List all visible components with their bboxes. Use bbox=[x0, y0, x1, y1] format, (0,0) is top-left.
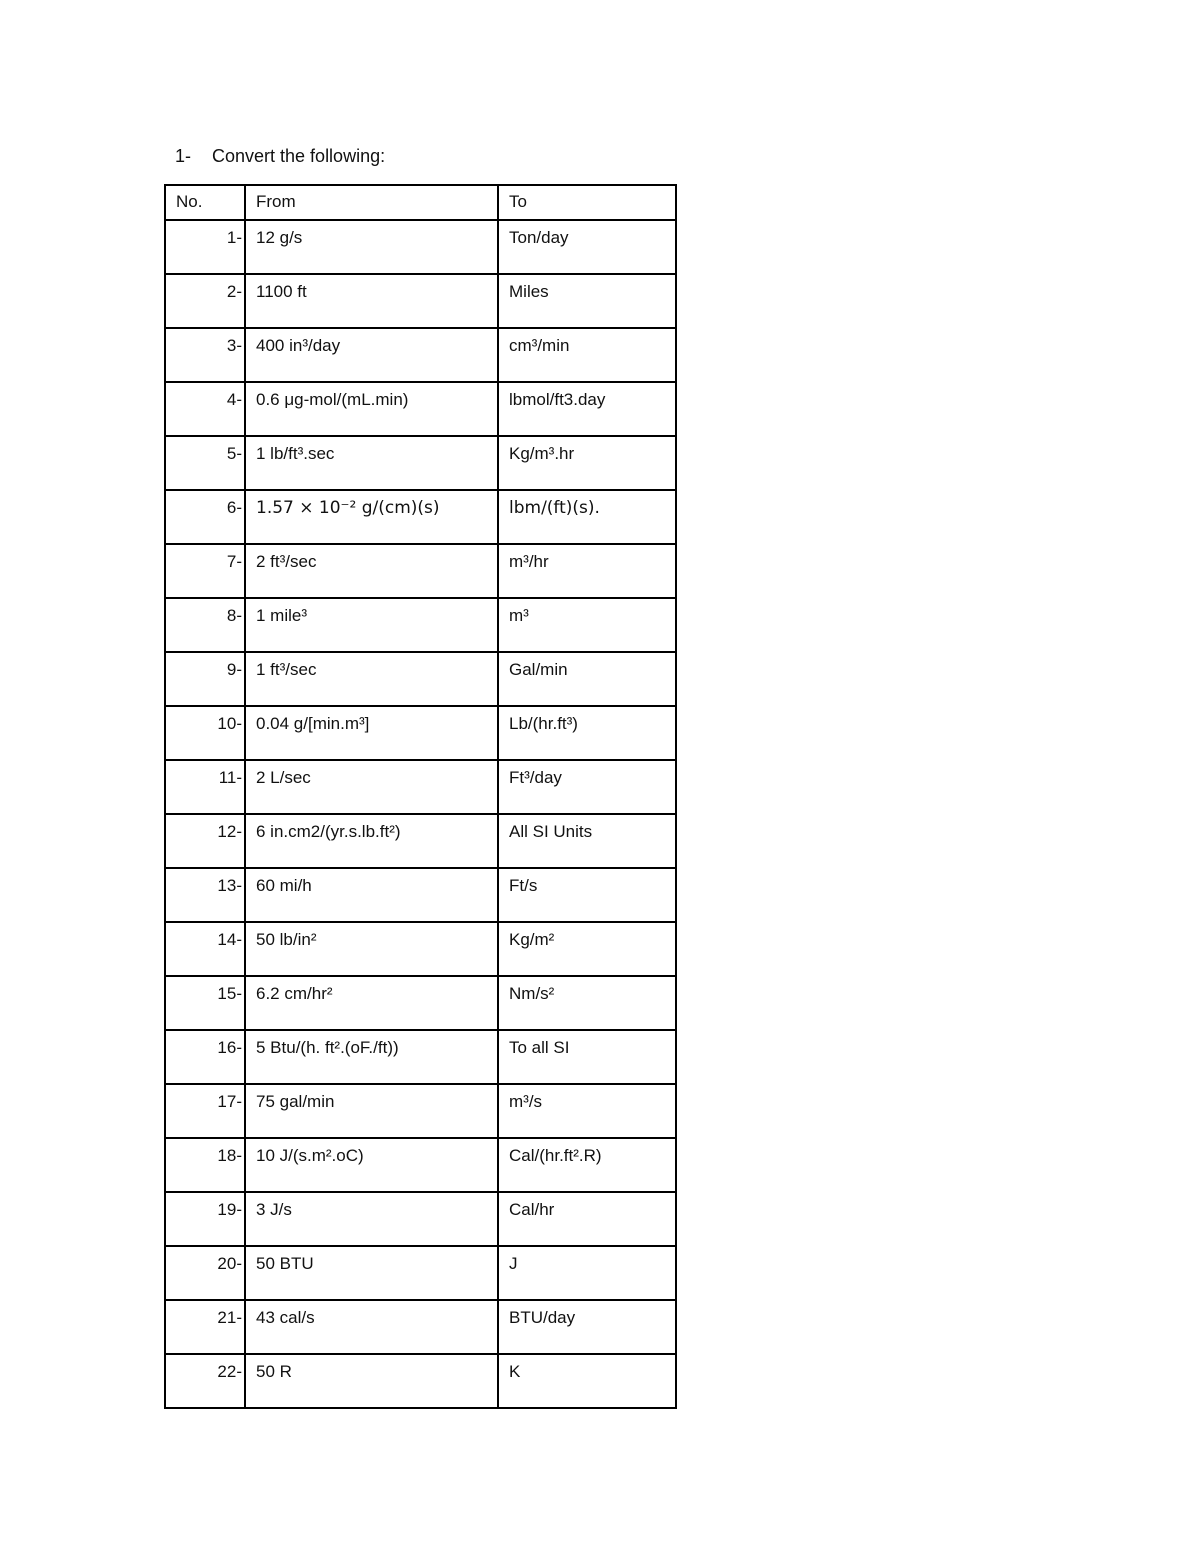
cell-from: 75 gal/min bbox=[245, 1084, 498, 1138]
cell-from: 1 ft³/sec bbox=[245, 652, 498, 706]
cell-to: Ton/day bbox=[498, 220, 676, 274]
cell-to: Miles bbox=[498, 274, 676, 328]
cell-no: 1- bbox=[165, 220, 245, 274]
cell-from: 2 L/sec bbox=[245, 760, 498, 814]
table-row bbox=[165, 220, 676, 274]
cell-no: 15- bbox=[165, 976, 245, 1030]
cell-from: 0.04 g/[min.m³] bbox=[245, 706, 498, 760]
cell-from: 50 R bbox=[245, 1354, 498, 1408]
cell-from: 3 J/s bbox=[245, 1192, 498, 1246]
cell-from: 5 Btu/(h. ft².(oF./ft)) bbox=[245, 1030, 498, 1084]
table-row bbox=[165, 1354, 676, 1408]
cell-no: 20- bbox=[165, 1246, 245, 1300]
cell-no: 9- bbox=[165, 652, 245, 706]
cell-no: 21- bbox=[165, 1300, 245, 1354]
cell-from: 400 in³/day bbox=[245, 328, 498, 382]
cell-to: Ft/s bbox=[498, 868, 676, 922]
cell-no: 11- bbox=[165, 760, 245, 814]
cell-to: lbmol/ft3.day bbox=[498, 382, 676, 436]
cell-from: 60 mi/h bbox=[245, 868, 498, 922]
cell-no: 2- bbox=[165, 274, 245, 328]
table-row bbox=[165, 382, 676, 436]
cell-no: 14- bbox=[165, 922, 245, 976]
cell-from: 2 ft³/sec bbox=[245, 544, 498, 598]
cell-to: J bbox=[498, 1246, 676, 1300]
table-row bbox=[165, 490, 676, 544]
cell-no: 22- bbox=[165, 1354, 245, 1408]
cell-from: 10 J/(s.m².oC) bbox=[245, 1138, 498, 1192]
cell-to: lbm/(ft)(s). bbox=[498, 490, 676, 544]
cell-no: 5- bbox=[165, 436, 245, 490]
cell-from: 50 lb/in² bbox=[245, 922, 498, 976]
table-row bbox=[165, 760, 676, 814]
header-to: To bbox=[498, 185, 676, 220]
cell-to: cm³/min bbox=[498, 328, 676, 382]
cell-from: 1100 ft bbox=[245, 274, 498, 328]
cell-no: 18- bbox=[165, 1138, 245, 1192]
cell-no: 16- bbox=[165, 1030, 245, 1084]
page-heading bbox=[175, 144, 385, 168]
table-row bbox=[165, 1246, 676, 1300]
conversion-table bbox=[164, 184, 677, 1409]
cell-from: 6 in.cm2/(yr.s.lb.ft²) bbox=[245, 814, 498, 868]
table-row bbox=[165, 814, 676, 868]
cell-to: Kg/m² bbox=[498, 922, 676, 976]
cell-to: m³/hr bbox=[498, 544, 676, 598]
cell-no: 10- bbox=[165, 706, 245, 760]
cell-from: 50 BTU bbox=[245, 1246, 498, 1300]
cell-from: 43 cal/s bbox=[245, 1300, 498, 1354]
table-row bbox=[165, 652, 676, 706]
cell-no: 7- bbox=[165, 544, 245, 598]
cell-to: To all SI bbox=[498, 1030, 676, 1084]
cell-to: Lb/(hr.ft³) bbox=[498, 706, 676, 760]
table-row bbox=[165, 544, 676, 598]
cell-to: Cal/hr bbox=[498, 1192, 676, 1246]
table-row bbox=[165, 328, 676, 382]
cell-to: K bbox=[498, 1354, 676, 1408]
table-row bbox=[165, 868, 676, 922]
table-row bbox=[165, 1084, 676, 1138]
table-row bbox=[165, 274, 676, 328]
cell-no: 3- bbox=[165, 328, 245, 382]
header-no: No. bbox=[165, 185, 245, 220]
cell-to: Ft³/day bbox=[498, 760, 676, 814]
cell-from: 12 g/s bbox=[245, 220, 498, 274]
cell-no: 13- bbox=[165, 868, 245, 922]
table-row bbox=[165, 922, 676, 976]
cell-from: 6.2 cm/hr² bbox=[245, 976, 498, 1030]
heading-number: 1- bbox=[175, 146, 192, 166]
table-row bbox=[165, 436, 676, 490]
cell-to: m³/s bbox=[498, 1084, 676, 1138]
table-row bbox=[165, 1138, 676, 1192]
table-header-row bbox=[165, 185, 676, 220]
table-row bbox=[165, 1030, 676, 1084]
cell-to: BTU/day bbox=[498, 1300, 676, 1354]
cell-to: Nm/s² bbox=[498, 976, 676, 1030]
cell-to: m³ bbox=[498, 598, 676, 652]
table-row bbox=[165, 706, 676, 760]
cell-to: All SI Units bbox=[498, 814, 676, 868]
cell-to: Kg/m³.hr bbox=[498, 436, 676, 490]
table-row bbox=[165, 1300, 676, 1354]
table-row bbox=[165, 1192, 676, 1246]
cell-from: 1.57 × 10⁻² g/(cm)(s) bbox=[245, 490, 498, 544]
header-from: From bbox=[245, 185, 498, 220]
cell-no: 6- bbox=[165, 490, 245, 544]
cell-no: 17- bbox=[165, 1084, 245, 1138]
table-row bbox=[165, 976, 676, 1030]
cell-from: 1 mile³ bbox=[245, 598, 498, 652]
cell-to: Gal/min bbox=[498, 652, 676, 706]
cell-no: 12- bbox=[165, 814, 245, 868]
heading-text: Convert the following: bbox=[212, 146, 386, 166]
cell-to: Cal/(hr.ft².R) bbox=[498, 1138, 676, 1192]
cell-from: 0.6 μg-mol/(mL.min) bbox=[245, 382, 498, 436]
cell-no: 4- bbox=[165, 382, 245, 436]
cell-no: 8- bbox=[165, 598, 245, 652]
cell-no: 19- bbox=[165, 1192, 245, 1246]
cell-from: 1 lb/ft³.sec bbox=[245, 436, 498, 490]
table-row bbox=[165, 598, 676, 652]
